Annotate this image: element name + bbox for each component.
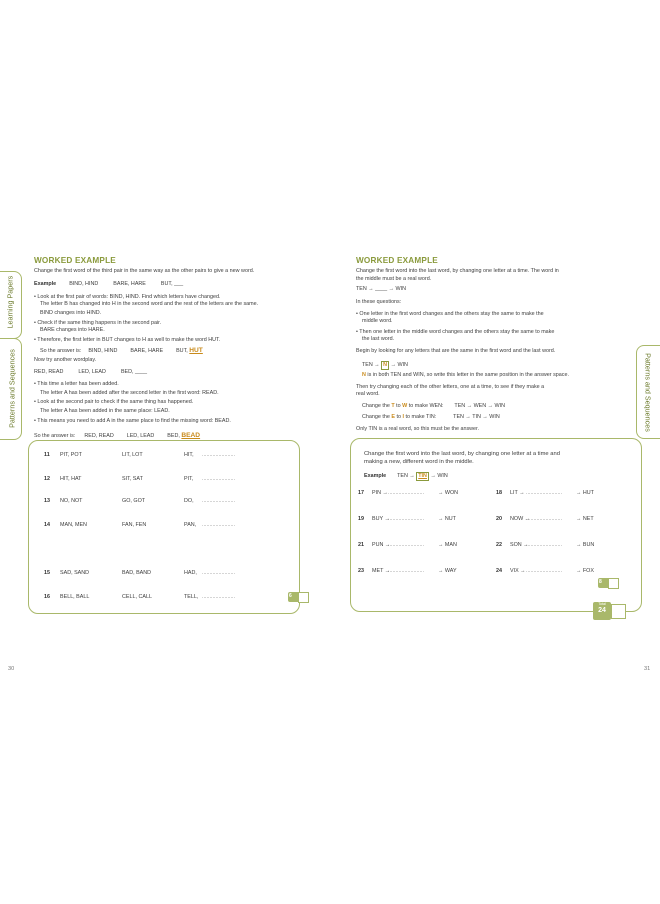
- answer-blank[interactable]: ......................: [202, 476, 235, 482]
- step-2: • Check if the same thing happens in the second pair.: [34, 320, 162, 326]
- change-line-2: Change the E to I to make TIN: TEN → TIN → WIN: [362, 414, 500, 420]
- total-badge: [593, 602, 611, 620]
- answer-bead: BEAD: [181, 432, 201, 439]
- example-answer-tin: TIN: [418, 473, 427, 479]
- example2-line: RED, READ LED, LEAD BED, ____: [34, 369, 148, 375]
- example-label: Example: [34, 281, 57, 287]
- bullet-2: • Then one letter in the middle word changes and the others stay the same to make: [356, 329, 555, 335]
- step2-1: • This time a letter has been added.: [34, 381, 119, 387]
- mark-box[interactable]: [298, 592, 309, 603]
- example-pair1: BIND, HIND: [69, 281, 99, 287]
- then-try-2: real word.: [356, 391, 380, 397]
- only-tin: Only TIN is a real word, so this must be the answer.: [356, 426, 480, 432]
- example-pair3: BUT, ___: [160, 281, 184, 287]
- example-line: [34, 281, 183, 288]
- answer-blank[interactable]: ......................: [202, 570, 235, 576]
- answer-blank[interactable]: ......................: [202, 452, 235, 458]
- bullet-1: • One letter in the first word changes and the others stay the same to make the: [356, 311, 544, 317]
- intro-text: Change the first word of the third pair in the same way as the other pairs to give a new word.: [34, 268, 255, 274]
- answer-blank[interactable]: ........................: [526, 542, 562, 548]
- example-line-right: TEN → ____ → WIN: [356, 286, 407, 292]
- n-explanation: N is in both TEN and WIN, so write this letter in the same position in the answer space.: [362, 372, 569, 378]
- left-page: Learning Papers Patterns and Sequences WORKED EXAMPLE Change the first word of the third pair in the same way as the other pairs to give a new word. Example BIND, HIND BARE, HARE BUT, ___ • Look at the first pair of words: BIND, HIND. Find which letters have changed. The letter B has changed into H in the second word and the rest of the letters are the same. BIND changes into HIND. • Check if the same thing happens in the second pair. BARE changes into HARE. • Therefore, the first letter in BUT changes to H as well to make the word HUT. So the answer is: BIND, HIND BARE, HARE BUT, HUT Now try another wordplay. RED, READ LED, LEAD BED, ____ • This time a letter has been added. The letter A has been added after the second letter in the first word: READ. • Look at the second pair to check if the same thing has happened. The letter A has been added in the same place: LEAD. • This means you need to add A in the same place to find the missing word: BEAD. So the answer is: RED, READ LED, LEAD BED, BEAD 11 PIT, POT LIT, LOT HIT, ...................... 12 HIT, HAT SIT, SAT PIT, ...................... 13 NO, NOT GO, GOT DO, ...................... 14 MAN, MEN FAN, FEN PAN, ...................... 15 SAD, SAND BAD, BAND HAD, ...................... 16 BELL, BALL CELL, CALL TELL, ...................... 6 30: [0, 0, 330, 904]
- bullet-1b: middle word.: [362, 318, 393, 324]
- ten-n-win: TEN → N → WIN: [362, 362, 408, 368]
- in-these-questions: In these questions:: [356, 299, 402, 305]
- answer-blank[interactable]: ......................: [202, 498, 235, 504]
- box-intro-2: making a new, different word in the middle.: [364, 459, 474, 465]
- step-3: • Therefore, the first letter in BUT changes to H as well to make the word HUT.: [34, 337, 221, 343]
- highlight-n: N: [383, 362, 388, 368]
- now-try-another: Now try another wordplay.: [34, 357, 97, 363]
- total-label: Total: [598, 602, 606, 606]
- page-number-right: 31: [644, 666, 651, 672]
- box-intro-1: Change the first word into the last word, by changing one letter at a time and: [364, 451, 560, 457]
- step2-2: • Look at the second pair to check if the same thing has happened.: [34, 399, 194, 405]
- then-try-1: Then try changing each of the other letters, one at a time, to see if they make a: [356, 384, 545, 390]
- step2-1b: The letter A has been added after the second letter in the first word: READ.: [40, 390, 219, 396]
- side-tab-learning-papers-label: Learning Papers: [5, 275, 15, 329]
- total-value: 24: [598, 607, 606, 614]
- bullet-2b: the last word.: [362, 336, 395, 342]
- mark-count: 6: [289, 593, 292, 599]
- box-example: Example TEN → TIN → WIN: [364, 473, 448, 479]
- step-2b: BARE changes into HARE.: [40, 327, 105, 333]
- answer-blank[interactable]: ......................: [202, 522, 235, 528]
- step-1b: The letter B has changed into H in the second word and the rest of the letters are the same.: [40, 301, 259, 307]
- answer-blank[interactable]: ........................: [526, 516, 562, 522]
- step2-2b: The letter A has been added in the same place: LEAD.: [40, 408, 170, 414]
- answer-blank[interactable]: ........................: [388, 542, 424, 548]
- begin-text: Begin by looking for any letters that are the same in the first word and the last word.: [356, 348, 556, 354]
- answer-blank[interactable]: ........................: [526, 568, 562, 574]
- step2-3: • This means you need to add A in the same place to find the missing word: BEAD.: [34, 418, 231, 424]
- side-tab-patterns-label: Patterns and Sequences: [7, 349, 17, 428]
- answer-blank[interactable]: ........................: [526, 490, 562, 496]
- answer-blank[interactable]: ......................: [202, 594, 235, 600]
- answer-line-2: So the answer is: RED, READ LED, LEAD BED, BEAD: [34, 432, 201, 439]
- right-page: WORKED EXAMPLE Change the first word into the last word, by changing one letter at a time. The word in the middle must be a real word. TEN → ____ → WIN In these questions: • One letter in the first word changes and the others stay the same to make the middle word. • Then one letter in the middle word changes and the others stay the same to make the last word. Begin by looking for any letters that are the same in the first word and the last word. TEN → N → WIN N is in both TEN and WIN, so write this letter in the same position in the answer space. Then try changing each of the other letters, one at a time, to see if they make a real word. Change the T to W to make WEN: TEN → WEN → WIN Change the E to I to make TIN: TEN → TIN → WIN Only TIN is a real word, so this must be the answer. Change the first word into the last word, by changing one letter at a time and making a new, different word in the middle. Example TEN → TIN → WIN 17 PIN → ........................ → WON 18 LIT → ........................ → HUT 19 BUY → ........................ → NUT 20 NOW → ........................ → NET 21 PUN → ........................ → MAN 22 SON → ........................ → BUN 23 MET → ........................ → WAY 24 VIX → ........................ → FOX 8 Total 24 Patterns and Sequences 31: [330, 0, 660, 904]
- intro-line-1: Change the first word into the last word, by changing one letter at a time. The word in: [356, 268, 559, 274]
- answer-line-1: So the answer is: BIND, HIND BARE, HARE BUT, HUT: [40, 347, 203, 354]
- total-box[interactable]: [611, 604, 626, 619]
- step-1: • Look at the first pair of words: BIND, HIND. Find which letters have changed.: [34, 294, 221, 300]
- example-pair2: BARE, HARE: [113, 281, 146, 287]
- intro-line-2: the middle must be a real word.: [356, 276, 432, 282]
- page-number-left: 30: [8, 666, 15, 672]
- mark-count: 8: [599, 579, 602, 585]
- step-1c: BIND changes into HIND.: [40, 310, 102, 316]
- change-line-1: Change the T to W to make WEN: TEN → WEN → WIN: [362, 403, 506, 409]
- answer-blank[interactable]: ........................: [388, 568, 424, 574]
- answer-hut: HUT: [189, 347, 203, 354]
- worked-example-heading: WORKED EXAMPLE: [34, 256, 116, 265]
- mark-box[interactable]: [608, 578, 619, 589]
- side-tab-patterns-right-label: Patterns and Sequences: [643, 353, 653, 432]
- answer-blank[interactable]: ........................: [388, 516, 424, 522]
- worked-example-heading-right: WORKED EXAMPLE: [356, 256, 438, 265]
- answer-blank[interactable]: ........................: [388, 490, 424, 496]
